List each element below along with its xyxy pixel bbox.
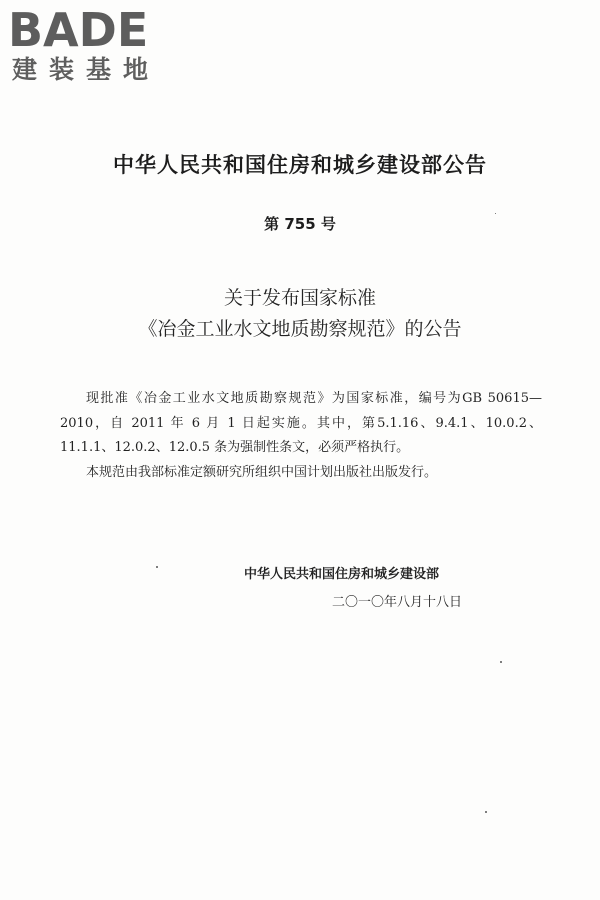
- announcement-number: 第 755 号: [264, 215, 336, 233]
- announcement-body: [60, 387, 542, 485]
- signing-organization: 中华人民共和国住房和城乡建设部: [244, 567, 440, 582]
- announcement-title: 中华人民共和国住房和城乡建设部公告: [113, 153, 487, 177]
- signing-date: 二〇一〇年八月十八日: [332, 595, 463, 610]
- subject-line-2: 《冶金工业水文地质勘察规范》的公告: [138, 318, 462, 340]
- logo-wordmark: [8, 4, 178, 52]
- announcement-subject: [0, 283, 600, 345]
- logo-chinese-text: 建装基地: [12, 55, 161, 84]
- scan-speck: [156, 566, 158, 568]
- signature-block: [200, 561, 520, 617]
- body-paragraph-1: 现批准《冶金工业水文地质勘察规范》为国家标准，编号为GB 50615—2010，自 2011 年 6 月 1 日起实施。其中，第5.1.16、9.4.1、10.0.2、11.1.1、12.0.2、12.0.5 条为强制性条文，必须严格执行。: [60, 391, 542, 455]
- scan-speck: [485, 811, 487, 813]
- bade-logo: [8, 4, 178, 84]
- scan-speck: [495, 213, 496, 214]
- body-paragraph-2: 本规范由我部标准定额研究所组织中国计划出版社出版发行。: [86, 464, 438, 480]
- scan-speck: [500, 661, 502, 663]
- logo-wordmark-text: BADE: [8, 4, 149, 52]
- subject-line-1: 关于发布国家标准: [223, 287, 376, 309]
